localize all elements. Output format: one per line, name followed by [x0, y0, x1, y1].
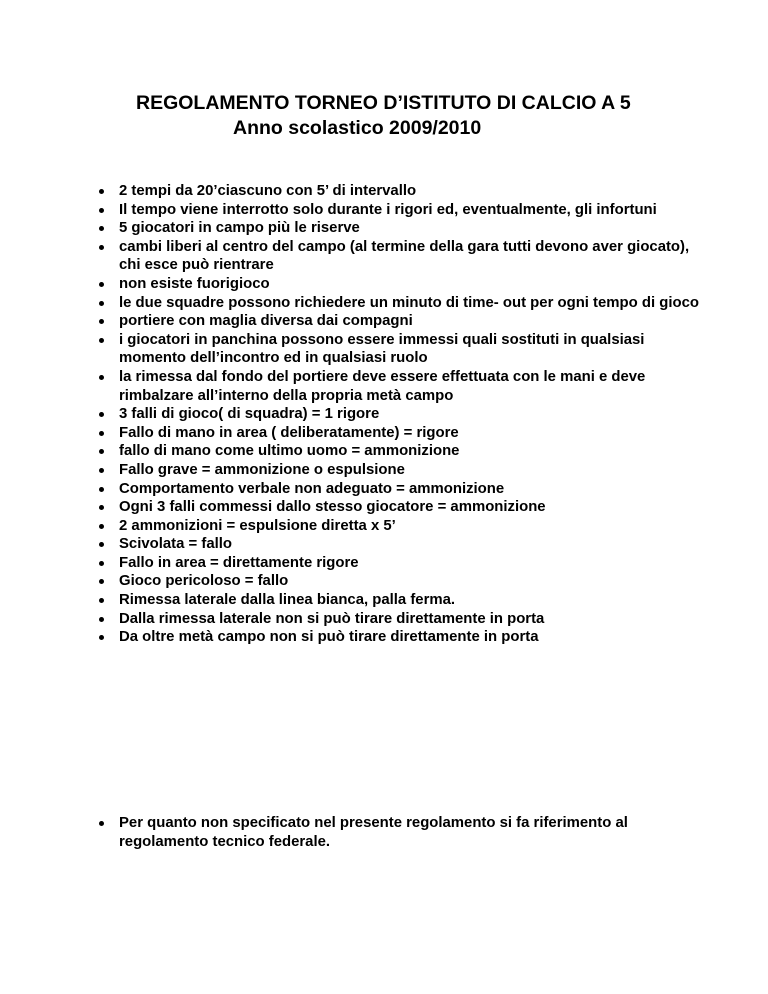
rule-text: 3 falli di gioco( di squadra) = 1 rigore — [119, 406, 380, 423]
rule-text: Ogni 3 falli commessi dallo stesso giocatore = ammonizione — [119, 499, 546, 516]
list-item — [0, 424, 768, 443]
bullet-icon — [99, 282, 104, 287]
rule-text: Rimessa laterale dalla linea bianca, palla ferma. — [119, 592, 456, 609]
list-item — [0, 480, 768, 499]
rule-text: Fallo in area = direttamente rigore — [119, 554, 359, 571]
bullet-icon — [99, 598, 104, 603]
bullet-icon — [99, 431, 104, 436]
bullet-icon — [99, 319, 104, 324]
list-item — [0, 219, 768, 238]
document-title: REGOLAMENTO TORNEO D’ISTITUTO DI CALCIO A 5 — [136, 92, 631, 114]
list-item — [0, 610, 768, 629]
bullet-icon — [99, 561, 104, 566]
list-item — [0, 554, 768, 573]
bullet-icon — [99, 617, 104, 622]
list-item — [0, 572, 768, 591]
list-item — [0, 182, 768, 201]
bullet-icon — [99, 524, 104, 529]
list-item — [0, 368, 768, 405]
list-item — [0, 238, 768, 275]
rule-text: 5 giocatori in campo più le riserve — [119, 220, 360, 237]
rule-text: cambi liberi al centro del campo (al termine della gara tutti devono aver giocato), chi esce può rientrare — [119, 238, 690, 274]
list-item — [0, 201, 768, 220]
list-item — [0, 591, 768, 610]
rule-text: fallo di mano come ultimo uomo = ammonizione — [119, 443, 460, 460]
bullet-icon — [99, 375, 104, 380]
list-item — [0, 405, 768, 424]
list-item — [0, 442, 768, 461]
bullet-icon — [99, 338, 104, 343]
bullet-icon — [99, 189, 104, 194]
list-item — [0, 517, 768, 536]
list-item — [0, 275, 768, 294]
bullet-icon — [99, 412, 104, 417]
list-item — [0, 461, 768, 480]
rule-text: Gioco pericoloso = fallo — [119, 573, 289, 590]
bullet-icon — [99, 635, 104, 640]
bullet-icon — [99, 208, 104, 213]
rule-text: 2 ammonizioni = espulsione diretta x 5’ — [119, 517, 396, 534]
rule-text: Dalla rimessa laterale non si può tirare direttamente in porta — [119, 610, 545, 627]
final-note-text: Per quanto non specificato nel presente regolamento si fa riferimento al regolamento tecnico federale. — [119, 815, 628, 850]
final-note-list — [0, 814, 768, 851]
list-item — [0, 535, 768, 554]
bullet-icon — [99, 579, 104, 584]
rule-text: Scivolata = fallo — [119, 536, 232, 553]
rule-text: non esiste fuorigioco — [119, 275, 270, 292]
list-item — [0, 294, 768, 313]
rule-text: le due squadre possono richiedere un minuto di time- out per ogni tempo di gioco — [119, 294, 699, 311]
rule-text: Fallo grave = ammonizione o espulsione — [119, 461, 405, 478]
rule-text: Da oltre metà campo non si può tirare direttamente in porta — [119, 629, 539, 646]
list-item — [0, 312, 768, 331]
list-item — [0, 498, 768, 517]
list-item — [0, 628, 768, 647]
bullet-icon — [99, 505, 104, 510]
document-subtitle: Anno scolastico 2009/2010 — [233, 117, 482, 139]
rules-list — [0, 182, 768, 647]
bullet-icon — [99, 301, 104, 306]
rule-text: 2 tempi da 20’ciascuno con 5’ di intervallo — [119, 183, 417, 199]
bullet-icon — [99, 821, 104, 826]
bullet-icon — [99, 226, 104, 231]
rule-text: la rimessa dal fondo del portiere deve essere effettuata con le mani e deve rimbalzare all’interno della propria metà campo — [119, 368, 646, 404]
bullet-icon — [99, 487, 104, 492]
bullet-icon — [99, 245, 104, 250]
bullet-icon — [99, 542, 104, 547]
list-item — [0, 814, 768, 851]
list-item — [0, 331, 768, 368]
rule-text: Comportamento verbale non adeguato = ammonizione — [119, 480, 505, 497]
rule-text: i giocatori in panchina possono essere immessi quali sostituti in qualsiasi momento dell’incontro ed in qualsiasi ruolo — [119, 331, 645, 367]
bullet-icon — [99, 449, 104, 454]
rule-text: Il tempo viene interrotto solo durante i rigori ed, eventualmente, gli infortuni — [119, 201, 657, 218]
rule-text: Fallo di mano in area ( deliberatamente) = rigore — [119, 424, 459, 441]
rule-text: portiere con maglia diversa dai compagni — [119, 313, 413, 330]
bullet-icon — [99, 468, 104, 473]
